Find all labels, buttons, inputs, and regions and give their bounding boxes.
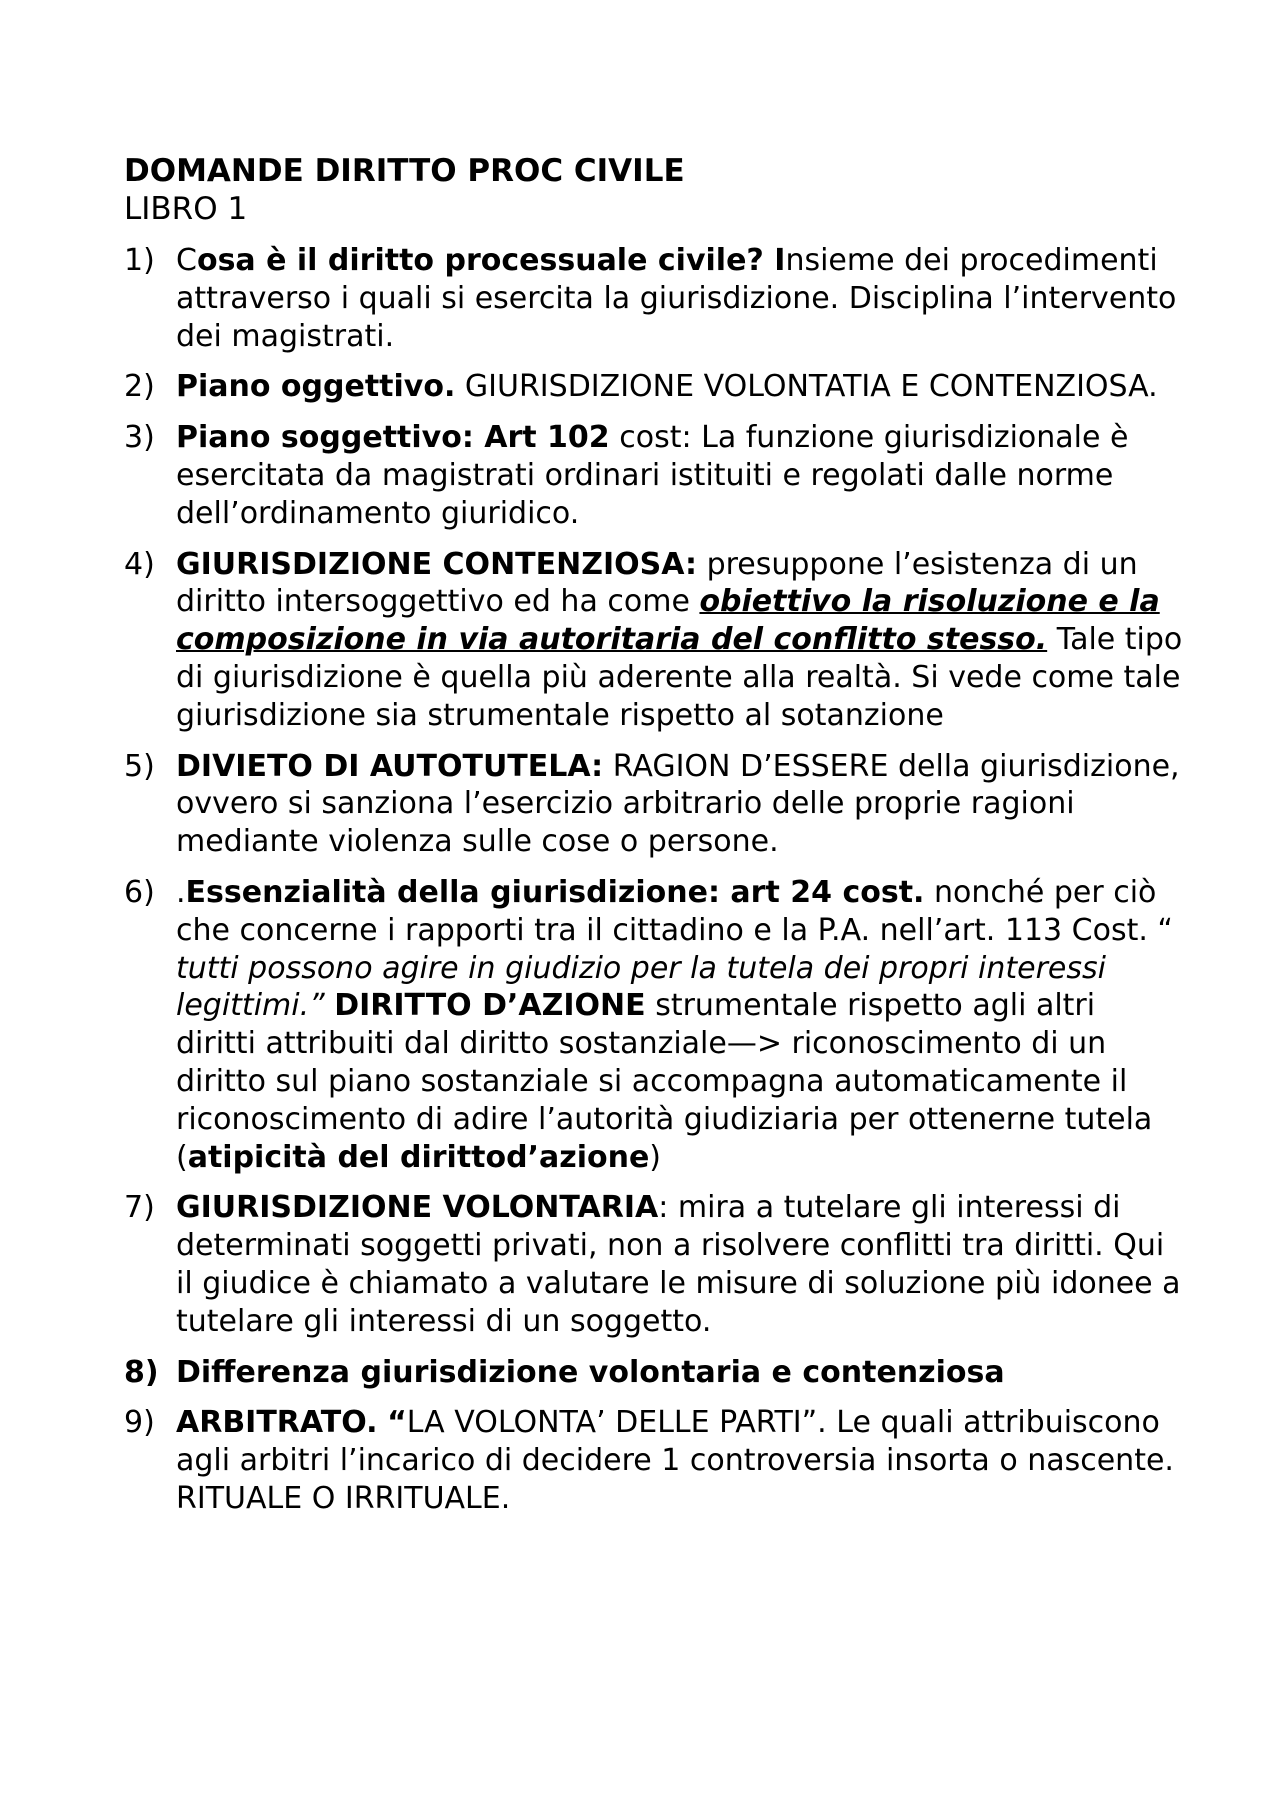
text-run: . [176,874,186,910]
question-item [124,748,1184,861]
question-number: 5) [124,748,155,784]
text-run [378,1405,388,1440]
question-number: 4) [124,546,155,582]
question-item [124,874,1184,1176]
text-run: RAGION D’ESSERE della giurisdizione, ovvero si sanziona l’esercizio arbitrario delle proprie ragioni mediante violenza sulle cose o persone. [176,748,1180,860]
text-run: osa è il diritto processuale civile? I [196,243,786,278]
text-run: LA VOLONTA’ DELLE PARTI”. Le quali attribuiscono agli arbitri l’incarico di decidere 1 controversia insorta o nascente. RITUALE O IRRITUALE. [176,1405,1174,1516]
question-number: 7) [124,1190,155,1226]
question-text [176,1355,1005,1390]
text-run: GIURISDIZIONE VOLONTATIA E CONTENZIOSA. [455,369,1158,405]
question-number: 9) [124,1405,155,1441]
question-number: 1) [124,243,155,278]
text-run: cost: La funzione giurisdizionale è esercitata da magistrati ordinari istituiti e regolati dalle norme dell’ordinamento giuridico. [176,420,1129,531]
text-run: “ [387,1405,407,1441]
text-run: ) [649,1139,662,1175]
text-run: DIVIETO DI AUTOTUTELA: [176,748,604,784]
question-item [124,1189,1184,1340]
text-run: ARBITRATO. [176,1405,378,1441]
text-run: Piano oggettivo. [176,369,456,405]
text-run: C [176,243,197,278]
question-item [124,1354,1184,1392]
text-run: nonché per ciò che concerne i rapporti tra il cittadino e la P.A. nell’art. 113 Cost. “ [176,874,1173,948]
question-item [124,368,1184,406]
question-item [124,1404,1184,1517]
question-text [176,749,1180,860]
question-text [176,547,1182,733]
question-item [124,419,1184,532]
question-number: 6) [124,874,155,910]
question-text [176,369,1158,404]
text-run: : mira a tutelare gli interessi di determinati soggetti privati, non a risolvere conflitti tra diritti. Qui il giudice è chiamato a valutare le misure di soluzione più idonee a tutelare gli interessi di un soggetto. [176,1190,1181,1339]
question-text [176,420,1128,531]
text-run: presuppone l’esistenza di un diritto intersoggettivo ed ha come [176,546,1138,620]
text-run: GIURISDIZIONE CONTENZIOSA: [176,546,698,582]
question-text [176,1405,1174,1516]
text-run: GIURISDIZIONE VOLONTARIA [176,1190,659,1226]
document-title: DOMANDE DIRITTO PROC CIVILE [124,153,685,189]
question-text [176,1190,1181,1338]
text-run: obiettivo la risoluzione e la composizione in via autoritaria del conflitto stesso. [176,584,1160,658]
question-number: 8) [124,1354,159,1390]
text-run: Essenzialità della giurisdizione: art 24 cost. [185,874,925,910]
text-run: Differenza giurisdizione volontaria e contenziosa [176,1354,1005,1390]
question-item [124,242,1184,355]
question-text [176,243,1176,354]
question-item [124,546,1184,735]
question-number: 3) [124,420,155,456]
text-run: strumentale rispetto agli altri diritti attribuiti dal diritto sostanziale—> riconoscimento di un diritto sul piano sostanziale si accompagna automaticamente il riconoscimento di adire l’autorità giudiziaria per ottenerne tutela ( [176,988,1153,1175]
question-number: 2) [124,369,155,405]
document-subtitle: LIBRO 1 [124,191,248,227]
text-run: atipicità del dirittod’azione [187,1139,650,1175]
text-run: Piano soggettivo: Art 102 [176,420,610,456]
text-run: nsieme dei procedimenti attraverso i quali si esercita la giurisdizione. Disciplina l’intervento dei magistrati. [176,243,1177,354]
text-run: tutti possono agire in giudizio per la tutela dei propri interessi legittimi.” [176,950,1106,1024]
question-text [176,875,1173,1175]
text-run: Tale tipo di giurisdizione è quella più aderente alla realtà. Si vede come tale giurisdizione sia strumentale rispetto al sotanzione [176,622,1183,733]
document-page [124,152,1184,1531]
text-run [325,988,335,1023]
question-list [124,242,1184,1518]
text-run: DIRITTO D’AZIONE [334,988,646,1024]
